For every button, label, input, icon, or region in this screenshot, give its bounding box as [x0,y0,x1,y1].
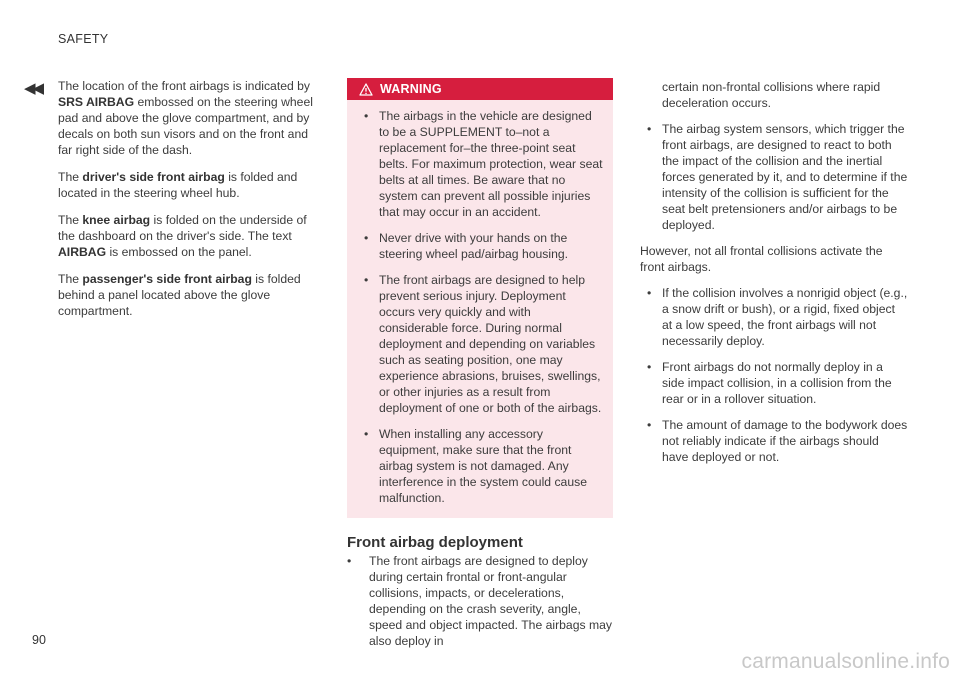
non-deployment-item: • If the collision involves a nonrigid object (e.g., a snow drift or bush), or a rigid, fixed object at a low speed, the front airbags will not necessarily deploy. [647,286,908,348]
warning-item: • The front airbags are designed to help prevent serious injury. Deployment occurs very quickly and with considerable force. During normal deployment and depending on variables such as seating position, one may experience abrasions, bruises, swellings, or other injuries as a result from deployment of one or both of the airbags. [364,273,602,415]
watermark: carmanualsonline.info [741,650,950,673]
paragraph-passenger-airbag: The passenger's side front airbag is folded behind a panel located above the glove compartment. [58,272,301,318]
deployment-section-title: Front airbag deployment [347,534,523,551]
knee-airbag-term: knee airbag [82,213,151,227]
warning-body [347,100,613,518]
paragraph-driver-airbag: The driver's side front airbag is folded and located in the steering wheel hub. [58,170,298,200]
warning-header [347,78,613,100]
deployment-item: • The airbag system sensors, which trigger the front airbags, are designed to react to both the impact of the collision and the inertial forces generated by it, and to determine if the intensity of the collision is sufficient for the seat belt pretensioners and/or airbags to be deployed. [647,122,908,232]
page-number: 90 [32,633,46,647]
deployment-item-continuation: certain non-frontal collisions where rapid deceleration occurs. [662,80,881,110]
warning-triangle-icon [359,83,373,96]
deployment-item: • The front airbags are designed to deploy during certain frontal or front-angular collisions, impacts, or decelerations, depending on the crash severity, angle, speed and object impacted. The airbags may also deploy in [347,554,612,648]
warning-column [347,78,613,659]
deployment-list-continued [640,121,908,233]
warning-item: • The airbags in the vehicle are designed to be a SUPPLEMENT to–not a replacement for–the three-point seat belts. For maximum protection, wear seat belts at all times. Be aware that no system can prevent all possible injuries that may occur in an accident. [364,109,603,219]
passenger-airbag-term: passenger's side front airbag [82,272,252,286]
non-deployment-item: • The amount of damage to the bodywork does not reliably indicate if the airbags should have deployed or not. [647,418,908,464]
paragraph-location: The location of the front airbags is indicated by SRS AIRBAG embossed on the steering wheel pad and above the glove compartment, and by decals on both sun visors and on the front and far right side of the dash. [58,79,313,157]
double-left-chevron-icon[interactable]: ◀◀ [24,80,42,97]
warning-title: WARNING [380,82,442,96]
intro-column [58,78,318,330]
driver-airbag-term: driver's side front airbag [82,170,225,184]
non-deployment-item: • Front airbags do not normally deploy in a side impact collision, in a collision from the rear or in a rollover situation. [647,360,892,406]
non-deployment-list [640,285,908,465]
paragraph-knee-airbag: The knee airbag is folded on the underside of the dashboard on the driver's side. The text AIRBAG is embossed on the panel. [58,213,307,259]
warning-item: • When installing any accessory equipment, make sure that the front airbag system is not damaged. Any interference in the system could cause malfunction. [364,427,587,505]
srs-airbag-term: SRS AIRBAG [58,95,135,109]
airbag-term: AIRBAG [58,245,107,259]
warning-list [357,108,603,506]
section-header: SAFETY [58,32,109,46]
warning-box [347,78,613,518]
deployment-continued-column [640,79,908,475]
deployment-list [347,553,613,649]
warning-item: • Never drive with your hands on the steering wheel pad/airbag housing. [364,231,569,261]
deployment-note: However, not all frontal collisions activate the front airbags. [640,244,883,274]
